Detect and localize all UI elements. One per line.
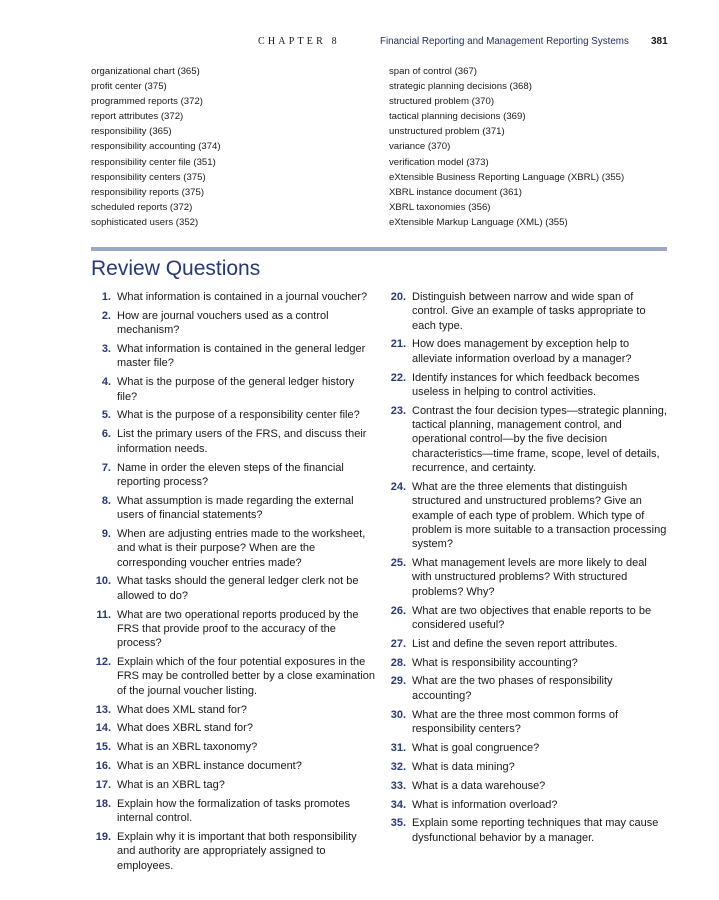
question-number: 8. — [101, 494, 111, 507]
question-number: 14. — [95, 722, 111, 735]
review-question — [386, 556, 669, 599]
review-question — [386, 816, 669, 845]
question-text: Contrast the four decision types—strategic planning, tactical planning, management control, and operational control—by the five decision characteristics—time frame, scope, level of details, recurrence, and certainty. — [412, 404, 667, 475]
key-term: verification model (373) — [389, 156, 489, 168]
key-term: unstructured problem (371) — [389, 126, 505, 138]
review-question — [386, 604, 669, 633]
question-text: What is responsibility accounting? — [412, 656, 578, 669]
key-term: eXtensible Markup Language (XML) (355) — [389, 216, 568, 228]
question-text: List the primary users of the FRS, and discuss their information needs. — [117, 428, 367, 455]
question-text: What is the purpose of a responsibility center file? — [117, 409, 360, 422]
running-title: Financial Reporting and Management Reporting Systems — [380, 36, 629, 47]
key-term: responsibility reports (375) — [91, 186, 205, 198]
question-number: 12. — [95, 656, 111, 669]
question-number: 2. — [101, 309, 111, 322]
question-text: What does XML stand for? — [117, 703, 247, 716]
question-number: 28. — [390, 656, 406, 669]
question-text: What are two objectives that enable reports to be considered useful? — [412, 604, 652, 631]
question-text: What is an XBRL tag? — [117, 779, 225, 792]
question-number: 15. — [95, 741, 111, 754]
question-number: 25. — [390, 557, 406, 570]
review-question — [91, 290, 376, 304]
question-number: 33. — [390, 779, 406, 792]
key-term: XBRL taxonomies (356) — [389, 201, 491, 213]
key-term: scheduled reports (372) — [91, 201, 193, 213]
question-number: 18. — [95, 798, 111, 810]
review-question — [91, 830, 376, 873]
review-question — [386, 798, 669, 812]
key-term: span of control (367) — [389, 66, 477, 77]
question-number: 22. — [390, 371, 406, 384]
question-number: 3. — [101, 343, 111, 356]
review-question — [91, 574, 376, 603]
question-number: 27. — [390, 637, 406, 650]
question-number: 26. — [390, 604, 406, 617]
question-text: What are the three elements that distinguish structured and unstructured problems? Give an example of each type of problem. Which type of problem is more suitable to a transaction processing system? — [412, 480, 667, 551]
key-term: organizational chart (365) — [91, 66, 200, 77]
review-question — [91, 342, 376, 371]
key-term: strategic planning decisions (368) — [389, 81, 532, 93]
question-text: What tasks should the general ledger clerk not be allowed to do? — [117, 575, 359, 602]
review-question — [91, 494, 376, 523]
review-question — [91, 309, 376, 338]
review-question — [91, 655, 376, 698]
key-term: eXtensible Business Reporting Language (XBRL) (355) — [389, 171, 625, 183]
key-terms-right-column — [389, 64, 689, 230]
review-question — [91, 461, 376, 490]
key-term: responsibility accounting (374) — [91, 141, 221, 153]
question-number: 20. — [390, 291, 406, 303]
question-number: 32. — [390, 760, 406, 773]
question-text: What is information overload? — [412, 798, 558, 811]
question-text: What is data mining? — [412, 760, 515, 773]
question-text: What information is contained in a journal voucher? — [117, 291, 368, 303]
question-number: 11. — [96, 608, 111, 621]
key-term: profit center (375) — [91, 81, 167, 93]
question-number: 13. — [95, 703, 111, 716]
review-question — [386, 480, 669, 551]
key-term: responsibility (365) — [91, 126, 172, 138]
question-text: What is goal congruence? — [412, 741, 540, 754]
key-term: variance (370) — [389, 141, 451, 153]
review-question — [91, 427, 376, 456]
review-question — [386, 708, 669, 737]
review-question — [91, 703, 376, 717]
question-number: 31. — [390, 741, 406, 754]
question-number: 17. — [95, 779, 111, 792]
review-question — [386, 404, 669, 475]
question-number: 5. — [101, 409, 111, 422]
question-number: 9. — [101, 527, 111, 540]
question-number: 1. — [101, 291, 111, 303]
review-question — [91, 608, 376, 651]
question-number: 24. — [390, 480, 406, 493]
question-text: List and define the seven report attributes. — [412, 637, 618, 650]
review-question — [91, 778, 376, 792]
question-text: Explain some reporting techniques that may cause dysfunctional behavior by a manager. — [412, 817, 659, 844]
question-text: What is the purpose of the general ledger history file? — [117, 376, 355, 403]
review-question — [386, 637, 669, 651]
key-term: tactical planning decisions (369) — [389, 111, 526, 123]
question-number: 34. — [390, 798, 406, 811]
key-term: responsibility centers (375) — [91, 171, 206, 183]
question-text: What is an XBRL instance document? — [117, 760, 302, 773]
question-number: 10. — [95, 575, 111, 588]
question-number: 30. — [390, 708, 406, 721]
question-number: 21. — [390, 338, 406, 351]
question-text: What are the two phases of responsibility accounting? — [412, 675, 613, 702]
review-question — [91, 740, 376, 754]
question-text: What is an XBRL taxonomy? — [117, 741, 258, 754]
question-text: What management levels are more likely to deal with unstructured problems? With structured problems? Why? — [412, 557, 647, 598]
question-number: 4. — [101, 376, 111, 389]
review-question — [386, 656, 669, 670]
key-term: responsibility center file (351) — [91, 156, 216, 168]
question-text: Distinguish between narrow and wide span of control. Give an example of tasks appropriate to each type. — [412, 291, 646, 332]
review-question — [91, 375, 376, 404]
question-number: 16. — [95, 760, 111, 773]
question-text: Explain which of the four potential exposures in the FRS may be controlled better by a close examination of the journal voucher listing. — [117, 656, 376, 697]
question-text: When are adjusting entries made to the worksheet, and what is their purpose? When are the corresponding voucher entries made? — [117, 527, 366, 569]
questions-left-column — [91, 290, 376, 878]
question-number: 35. — [390, 817, 406, 830]
question-text: How are journal vouchers used as a control mechanism? — [117, 309, 329, 337]
review-question — [386, 741, 669, 755]
question-number: 29. — [390, 675, 406, 688]
review-question — [386, 779, 669, 793]
key-term: structured problem (370) — [389, 96, 495, 108]
review-question — [91, 797, 376, 826]
review-question — [386, 337, 669, 366]
key-term: XBRL instance document (361) — [389, 186, 522, 198]
questions-right-column — [386, 290, 669, 850]
question-number: 19. — [95, 831, 111, 844]
question-text: What information is contained in the general ledger master file? — [117, 343, 366, 370]
review-question — [91, 408, 376, 422]
review-questions-heading: Review Questions — [91, 257, 261, 280]
section-divider — [91, 247, 667, 251]
question-number: 6. — [101, 428, 111, 441]
question-text: What are two operational reports produced by the FRS that provide proof to the accuracy of the process? — [117, 608, 359, 650]
question-text: Identify instances for which feedback becomes useless in helping to control activities. — [412, 371, 640, 398]
question-text: What assumption is made regarding the external users of financial statements? — [117, 494, 354, 522]
question-text: What are the three most common forms of responsibility centers? — [412, 708, 619, 735]
review-question — [386, 290, 669, 333]
running-header — [0, 36, 719, 50]
review-question — [91, 527, 376, 570]
key-term: programmed reports (372) — [91, 96, 203, 108]
question-number: 7. — [101, 461, 111, 474]
question-text: How does management by exception help to alleviate information overload by a manager? — [412, 338, 632, 365]
question-text: Explain how the formalization of tasks promotes internal control. — [117, 798, 350, 825]
review-question — [386, 371, 669, 400]
page-number: 381 — [651, 36, 668, 47]
question-text: Name in order the eleven steps of the financial reporting process? — [117, 461, 344, 488]
question-number: 23. — [390, 404, 406, 417]
review-question — [386, 674, 669, 703]
question-text: Explain why it is important that both responsibility and authority are appropriately assigned to employees. — [117, 831, 357, 872]
key-term: sophisticated users (352) — [91, 216, 199, 228]
review-question — [386, 760, 669, 774]
key-term: report attributes (372) — [91, 111, 184, 123]
question-text: What does XBRL stand for? — [117, 722, 253, 735]
review-question — [91, 759, 376, 773]
chapter-label: CHAPTER 8 — [258, 36, 340, 47]
question-text: What is a data warehouse? — [412, 779, 546, 792]
key-terms-left-column — [91, 64, 371, 230]
review-question — [91, 721, 376, 735]
